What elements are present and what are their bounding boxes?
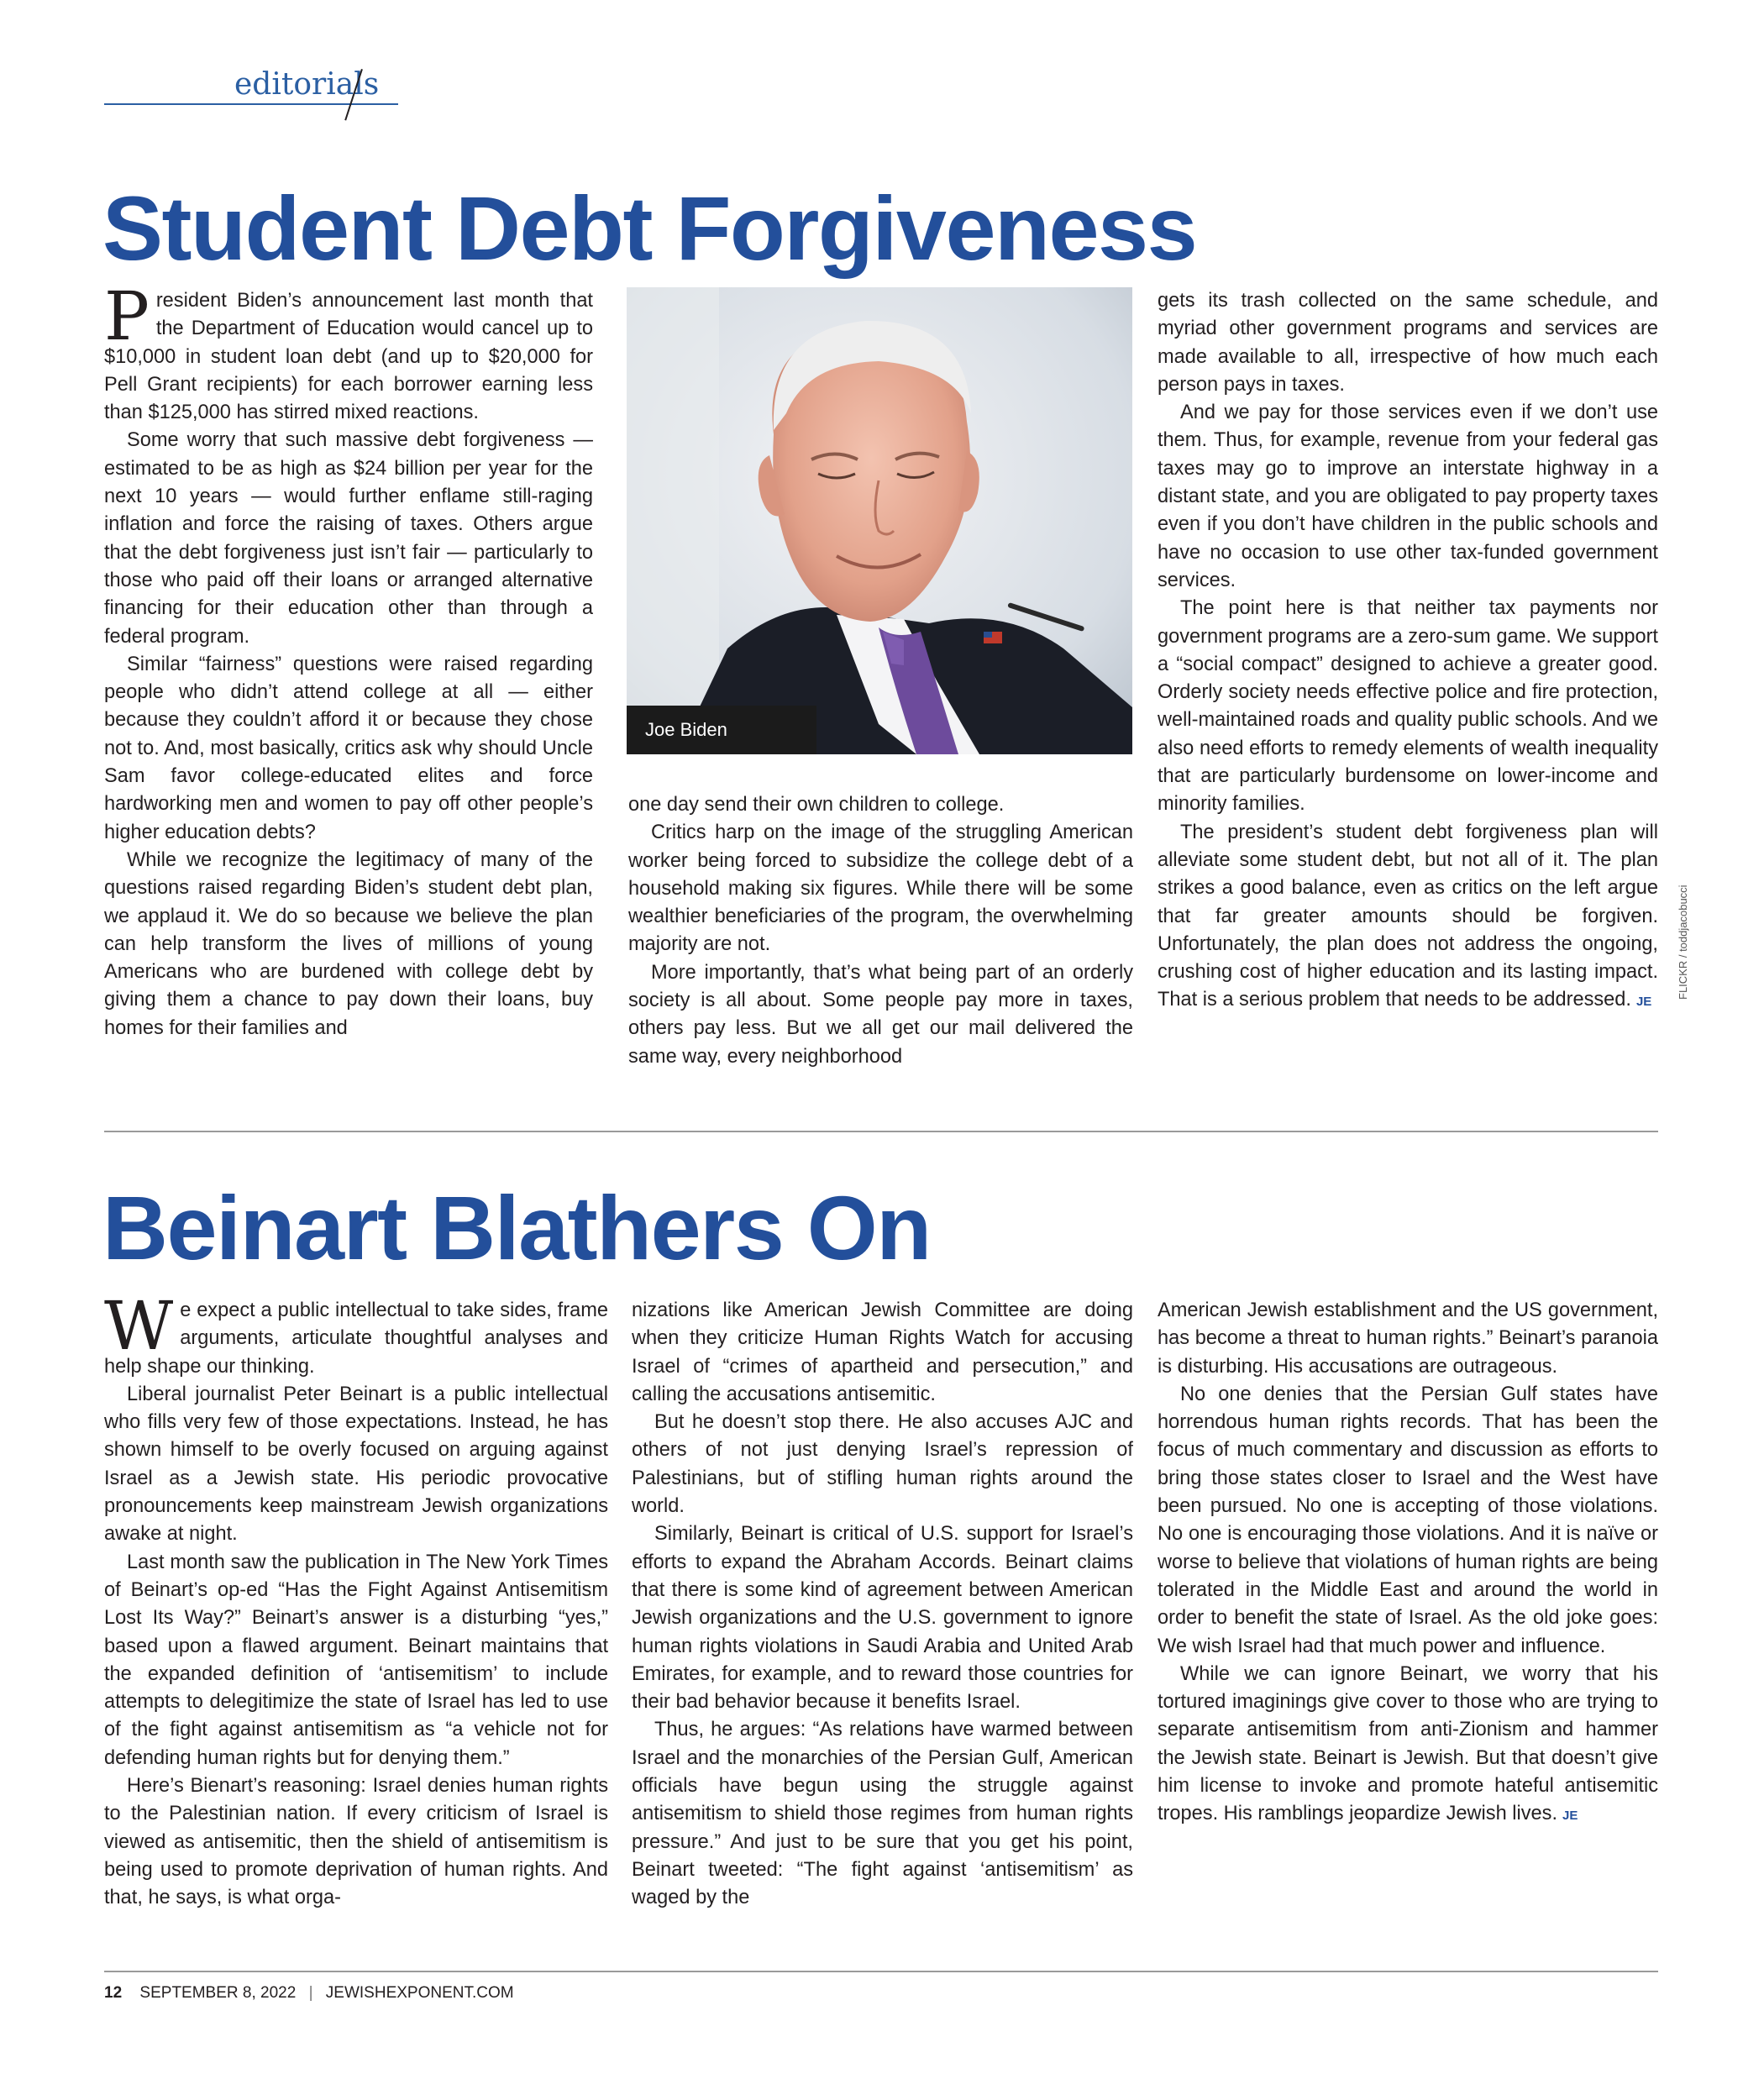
- article1-paragraph: Critics harp on the image of the struggling American worker being forced to subsidize the college debt of a household making six figures. While there will be some wealthier beneficiaries of the program, the overwhelming majority are not.: [628, 822, 1133, 956]
- article2-column-2: [632, 1297, 1133, 1913]
- photo-caption: Joe Biden: [627, 706, 816, 754]
- page-footer: [104, 1984, 514, 2003]
- article1-column-2: [628, 791, 1133, 1071]
- article2-paragraph: While we can ignore Beinart, we worry that his tortured imaginings give cover to those who are trying to separate antisemitism from anti-Zionism and hammer the Jewish state. Beinart is Jewish. But that doesn’t give him license to invoke and promote hateful antisemitic tropes. His ramblings jeopardize Jewish lives. JE: [1158, 1662, 1658, 1825]
- article1-paragraph: Similar “fairness” questions were raised regarding people who didn’t attend college at all — either because they couldn’t afford it or because they chose not to. And, most basically, critics ask why should Uncle Sam favor college-educated elites and force hardworking men and women to pay off other people’s higher education debts?: [104, 653, 593, 843]
- article2-dropcap: W: [104, 1287, 174, 1365]
- website-link[interactable]: JEWISHEXPONENT.COM: [325, 1984, 514, 2002]
- photo-credit: FLICKR / toddjacobucci: [1677, 885, 1689, 1000]
- article1-paragraph: The president’s student debt forgiveness plan will alleviate some student debt, but not all of it. The plan strikes a good balance, even as critics on the left argue that far greater amounts should be forgiven. Unfortunately, the plan does not address the ongoing, crushing cost of higher education and its lasting impact. That is a serious problem that needs to be addressed. JE: [1158, 821, 1658, 1011]
- biden-photo: [627, 287, 1132, 754]
- article1-dropcap: P: [104, 277, 150, 355]
- article2-paragraph: But he doesn’t stop there. He also accuses AJC and others of not just denying Israel’s repression of Palestinians, but of stifling human rights around the world.: [632, 1411, 1133, 1518]
- section-label-text: editorials: [234, 67, 380, 102]
- article2-paragraph: nizations like American Jewish Committee are doing when they criticize Human Rights Watch for accusing Israel of “crimes of apartheid and persecution,” and calling the accusations antisemitic.: [632, 1299, 1133, 1405]
- article1-paragraph: one day send their own children to college.: [628, 794, 1005, 816]
- article1-paragraph: More importantly, that’s what being part of an orderly society is all about. Some people pay more in taxes, others pay less. But we all get our mail delivered the same way, every neighborhood: [628, 961, 1133, 1068]
- article2-paragraph: Here’s Bienart’s reasoning: Israel denies human rights to the Palestinian nation. If every criticism of Israel is viewed as antisemitic, then the shield of antisemitism is being used to promote deprivation of human rights. And that, he says, is what orga-: [104, 1775, 608, 1909]
- article1-paragraph: And we pay for those services even if we don’t use them. Thus, for example, revenue from your federal gas taxes may go to improve an interstate highway in a distant state, and you are obligated to pay property taxes even if you don’t have children in the public schools and have no occasion to use other tax-funded government services.: [1158, 402, 1658, 591]
- section-label-rule: [104, 103, 398, 105]
- article2-column-1: [104, 1287, 608, 1913]
- article2-paragraph: Thus, he argues: “As relations have warmed between Israel and the monarchies of the Persian Gulf, American officials have begun using the struggle against antisemitism to shield those regimes from human rights pressure.” And just to be sure that you get his point, Beinart tweeted: “The fight against ‘antisemitism’ as waged by the: [632, 1719, 1133, 1909]
- article1-headline: Student Debt Forgiveness: [102, 177, 1197, 279]
- footer-divider: [104, 1971, 1658, 1972]
- article2-paragraph: Last month saw the publication in The New York Times of Beinart’s op-ed “Has the Fight Against Antisemitism Lost Its Way?” Beinart’s answer is a disturbing “yes,” based upon a flawed argument. Beinart maintains that the expanded definition of ‘antisemitism’ to include attempts to delegitimize the state of Israel has led to use of the fight against antisemitism as “a vehicle not for defending human rights but for denying them.”: [104, 1551, 608, 1769]
- article2-signoff: JE: [1562, 1809, 1578, 1824]
- article1-column-1: [104, 277, 593, 1042]
- article2-column-3: [1158, 1297, 1658, 1830]
- article2-headline: Beinart Blathers On: [102, 1177, 931, 1278]
- article-divider: [104, 1131, 1658, 1132]
- article2-paragraph: American Jewish establishment and the US government, has become a threat to human rights.” Beinart’s paranoia is disturbing. His accusations are outrageous.: [1158, 1299, 1658, 1378]
- issue-date: SEPTEMBER 8, 2022: [139, 1984, 297, 2002]
- article2-paragraph: We expect a public intellectual to take sides, frame arguments, articulate thoughtful analyses and help shape our thinking.: [104, 1287, 608, 1378]
- article1-paragraph: gets its trash collected on the same schedule, and myriad other government programs and services are made available to all, irrespective of how much each person pays in taxes.: [1158, 290, 1658, 396]
- article2-paragraph: Similarly, Beinart is critical of U.S. support for Israel’s efforts to expand the Abraham Accords. Beinart claims that there is some kind of agreement between American Jewish organizations and the U.S. government to ignore human rights violations in Saudi Arabia and United Arab Emirates, for example, and to reward those countries for their bad behavior because it benefits Israel.: [632, 1523, 1133, 1714]
- article1-paragraph: The point here is that neither tax payments nor government programs are a zero-sum game. We support a “social compact” designed to achieve a greater good. Orderly society needs effective police and fire protection, well-maintained roads and quality public schools. And we also need efforts to remedy elements of wealth inequality that are particularly burdensome on lower-income and minority families.: [1158, 597, 1658, 816]
- article1-paragraph: President Biden’s announcement last month that the Department of Education would cancel up to $10,000 in student loan debt (and up to $20,000 for Pell Grant recipients) for each borrower earning less than $125,000 has stirred mixed reactions.: [104, 277, 593, 424]
- article1-paragraph: While we recognize the legitimacy of many of the questions raised regarding Biden’s student debt plan, we applaud it. We do so because we believe the plan can help transform the lives of millions of young Americans who are burdened with college debt by giving them a chance to pay down their loans, buy homes for their families and: [104, 848, 593, 1039]
- biden-photo-illustration: [627, 287, 1132, 754]
- article1-signoff: JE: [1635, 995, 1652, 1010]
- article2-paragraph: No one denies that the Persian Gulf states have horrendous human rights records. That has been the focus of much commentary and discussion as efforts to bring those states closer to Israel and the West have been pursued. No one is accepting of those violations. No one is encouraging those violations. And it is naïve or worse to believe that violations of human rights are being tolerated in the Middle East and around the world in order to benefit the state of Israel. As the old joke goes: We wish Israel had that much power and influence.: [1158, 1383, 1658, 1657]
- article1-paragraph: Some worry that such massive debt forgiveness — estimated to be as high as $24 billion per year for the next 10 years — would further enflame still-raging inflation and force the raising of taxes. Others argue that the debt forgiveness just isn’t fair — particularly to those who paid off their loans or arranged alternative financing for their education other than through a federal program.: [104, 429, 593, 648]
- article2-paragraph: Liberal journalist Peter Beinart is a public intellectual who fills very few of those expectations. Instead, he has shown himself to be overly focused on arguing against Israel as a Jewish state. His periodic provocative pronouncements keep mainstream Jewish organizations awake at night.: [104, 1383, 608, 1546]
- footer-separator: |: [308, 1984, 313, 2002]
- article1-column-3: [1158, 287, 1658, 1016]
- page-number: 12: [104, 1984, 123, 2002]
- section-label: [104, 66, 398, 106]
